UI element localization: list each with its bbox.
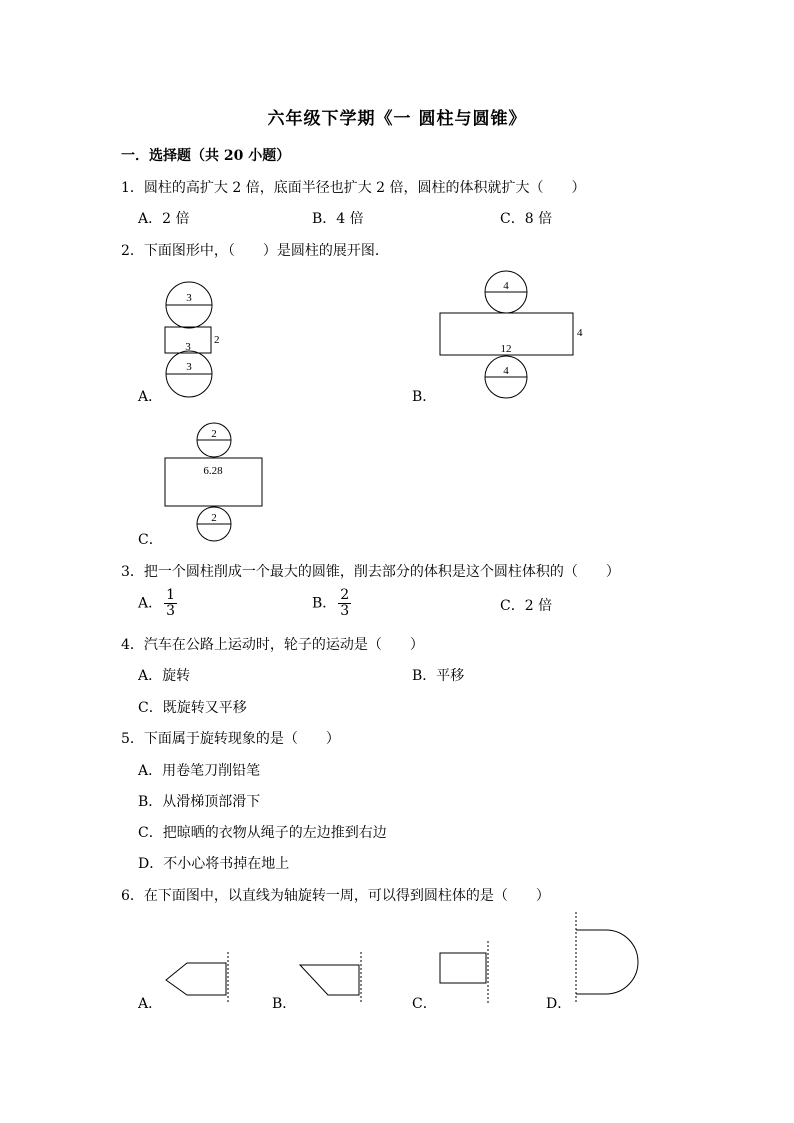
question-5-stem: 5．下面属于旋转现象的是（ ） — [121, 731, 340, 747]
question-6-option-a[interactable]: A． — [138, 996, 163, 1012]
fraction-denominator: 3 — [166, 603, 176, 619]
question-4-option-c[interactable]: C．既旋转又平移 — [138, 700, 247, 716]
net-a-rect-width-label: 3 — [185, 341, 191, 353]
question-1-option-b[interactable]: B．4 倍 — [312, 211, 364, 227]
question-6-option-b[interactable]: B． — [272, 996, 297, 1012]
question-2-option-a[interactable]: A． — [138, 389, 163, 405]
net-a-rect-height-label: 2 — [214, 334, 220, 346]
question-5-option-b[interactable]: B．从滑梯顶部滑下 — [138, 794, 261, 810]
page-title: 六年级下学期《一 圆柱与圆锥》 — [267, 109, 527, 129]
question-5-option-a[interactable]: A．用卷笔刀削铅笔 — [138, 763, 261, 779]
question-3-option-b-prefix: B． — [312, 595, 337, 612]
question-3-option-c[interactable]: C．2 倍 — [500, 598, 553, 614]
net-b-top-circle-label: 4 — [503, 280, 509, 292]
net-b-rect-width-label: 12 — [500, 343, 512, 355]
rotation-shape-d — [576, 912, 638, 1003]
rotation-shape-c — [440, 941, 488, 1003]
question-4-option-b[interactable]: B．平移 — [412, 668, 465, 684]
section-heading: 一．选择题（共 20 小题） — [121, 148, 291, 164]
question-1-option-c[interactable]: C．8 倍 — [500, 211, 553, 227]
net-a-top-circle-label: 3 — [186, 292, 192, 304]
question-2-stem: 2．下面图形中，（ ）是圆柱的展开图． — [121, 243, 389, 259]
question-3-option-a[interactable] — [138, 588, 177, 619]
question-3-stem: 3．把一个圆柱削成一个最大的圆锥，削去部分的体积是这个圆柱体积的（ ） — [121, 564, 620, 580]
question-1-option-a[interactable]: A．2 倍 — [138, 211, 190, 227]
rotation-shape-b — [300, 952, 361, 1003]
question-5-option-d[interactable]: D．不小心将书掉在地上 — [138, 856, 290, 872]
net-c-bottom-circle-label: 2 — [211, 512, 217, 524]
question-2-option-c[interactable]: C． — [138, 532, 163, 548]
question-4-stem: 4．汽车在公路上运动时，轮子的运动是（ ） — [121, 637, 424, 653]
question-3-option-b[interactable] — [312, 588, 351, 619]
net-c-rect-width-label: 6.28 — [203, 465, 223, 477]
fraction-denominator: 3 — [340, 603, 350, 619]
fraction — [338, 588, 351, 619]
net-b-bottom-circle-label: 4 — [503, 365, 509, 377]
question-3-option-a-prefix: A． — [138, 595, 163, 612]
net-b-rect-height-label: 4 — [577, 327, 583, 339]
question-6-option-c[interactable]: C． — [412, 996, 437, 1012]
question-1-stem: 1．圆柱的高扩大 2 倍，底面半径也扩大 2 倍，圆柱的体积就扩大（ ） — [121, 180, 586, 196]
question-2-option-b[interactable]: B． — [412, 389, 437, 405]
fraction — [164, 588, 177, 619]
question-6-stem: 6．在下面图中，以直线为轴旋转一周，可以得到圆柱体的是（ ） — [121, 888, 550, 904]
fraction-numerator: 1 — [166, 587, 176, 603]
fraction-numerator: 2 — [340, 587, 350, 603]
rotation-shape-a — [166, 952, 228, 1003]
net-c-top-circle-label: 2 — [211, 428, 217, 440]
question-4-option-a[interactable]: A．旋转 — [138, 668, 191, 684]
question-5-option-c[interactable]: C．把晾晒的衣物从绳子的左边推到右边 — [138, 825, 387, 841]
question-6-option-d[interactable]: D． — [546, 996, 572, 1012]
net-a-bottom-circle-label: 3 — [186, 361, 192, 373]
